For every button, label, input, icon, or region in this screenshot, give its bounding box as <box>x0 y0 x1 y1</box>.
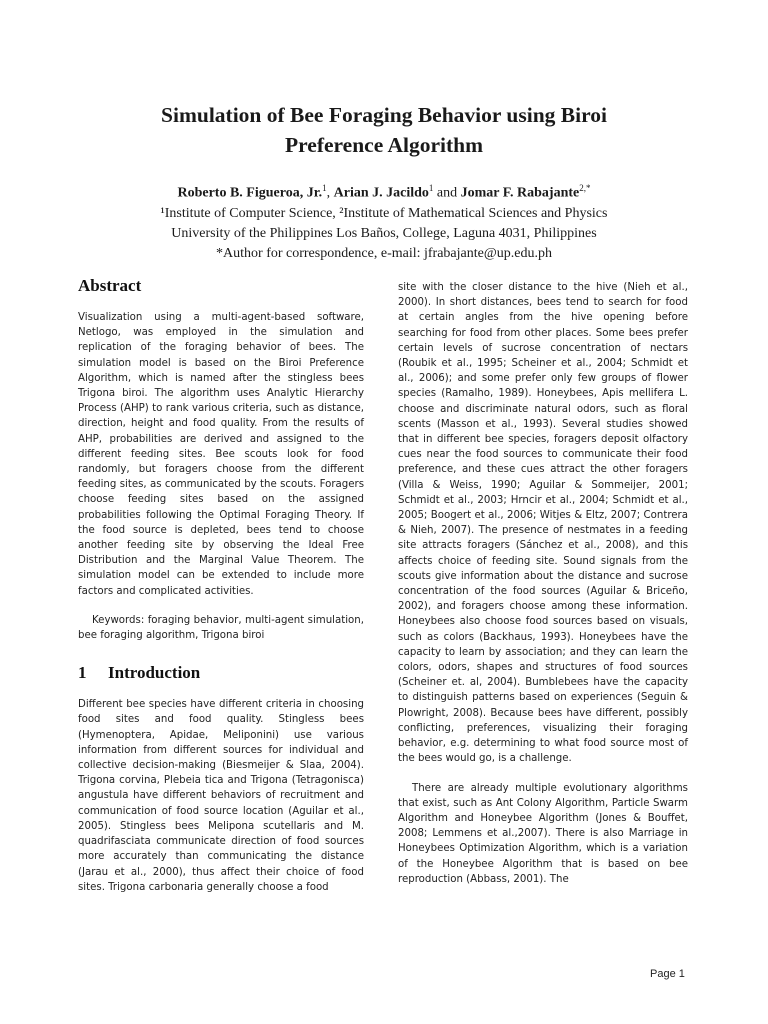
intro-heading <box>78 663 364 683</box>
author-sep: , <box>326 185 334 201</box>
author-1: Roberto B. Figueroa, Jr. <box>177 185 323 201</box>
right-paragraph-2: There are already multiple evolutionary algorithms that exist, such as Ant Colony Algorithm, Particle Swarm Algorithm and Honeybee Algorithm (Jones & Bouffet, 2008; Lemmens et al.,2007). There is also Marriage in Honeybees Optimization Algorithm, which is a variation of the Honeybee Algorithm that is based on bee reproduction (Abbass, 2001). The <box>398 782 688 885</box>
author-block <box>0 178 768 264</box>
intro-paragraph-1: Different bee species have different criteria in choosing food sites and food quality. Stingless bees (Hymenoptera, Apidae, Meliponini) use various information from different sources for individual and collective decision-making (Biesmeijer & Slaa, 2004). Trigona corvina, Plebeia tica and Trigona (Tetragonisca) angustula have different behaviors of recruitment and communication of food source location (Aguilar et al., 2005). Stingless bees Melipona scutellaris and M. quadrifasciata communicate direction of food sources more accurately than communicating the distance (Jarau et al., 2000), thus affect their choice of food sites. Trigona carbonaria generally choose a food <box>78 699 364 893</box>
page-number: Page 1 <box>650 968 685 980</box>
title-line-1: Simulation of Bee Foraging Behavior using Biroi <box>161 103 607 127</box>
author-list <box>0 178 768 204</box>
author-and: and <box>433 185 461 201</box>
author-1-sup: 1 <box>322 183 327 193</box>
intro-section-title: Introduction <box>108 663 201 683</box>
abstract-text: Visualization using a multi-agent-based software, Netlogo, was employed in the simulation and replication of the foraging behavior of bees. The simulation model is based on the Biroi Preference Algorithm, which is named after the stingless bees Trigona biroi. The algorithm uses Analytic Hierarchy Process (AHP) to rank various criteria, such as distance, direction, height and food quality. From the results of AHP, probabilities are derived and assigned to the different feeding sites. Bee scouts look for food randomly, but foragers choose from the different feeding sites, as communicated by the scouts. Foragers choose feeding sites based on the assigned probabilities following the Optimal Foraging Theory. If the food source is depleted, bees tend to choose another feeding site by observing the Ideal Free Distribution and the Marginal Value Theorem. The simulation model can be extended to include more factors and complicated activities. <box>78 312 364 597</box>
author-2: Arian J. Jacildo <box>333 185 429 201</box>
affiliation-1: ¹Institute of Computer Science, ²Institute of Mathematical Sciences and Physics <box>160 205 608 221</box>
intro-section-number: 1 <box>78 663 87 683</box>
right-column <box>398 280 688 887</box>
author-3: Jomar F. Rabajante <box>460 185 580 201</box>
abstract-heading: Abstract <box>78 276 142 295</box>
left-column <box>78 276 364 895</box>
author-3-sup: 2,* <box>579 183 591 193</box>
paper-title <box>0 100 768 160</box>
keywords: Keywords: foraging behavior, multi-agent simulation, bee foraging algorithm, Trigona biroi <box>78 614 364 642</box>
affiliation-2: University of the Philippines Los Baños, College, Laguna 4031, Philippines <box>171 225 597 241</box>
title-line-2: Preference Algorithm <box>284 133 483 157</box>
author-2-sup: 1 <box>428 183 434 193</box>
correspondence: *Author for correspondence, e-mail: jfrabajante@up.edu.ph <box>216 245 552 261</box>
right-paragraph-1: site with the closer distance to the hive (Nieh et al., 2000). In short distances, bees tend to search for food at certain angles from the hive opening before searching for food from other places. Some bees prefer certain levels of sucrose concentration of nectars (Roubik et al., 1995; Scheiner et al., 2004; Schmidt et al., 2006); and some prefer only few groups of flower species (Ramalho, 1989). Honeybees, Apis mellifera L. choose and discriminate natural odors, such as floral scents (Masson et al., 1993). Several studies showed that in different bee species, foragers deposit olfactory cues near the food sources to communicate their food preference, and these cues attract the other foragers (Villa & Weiss, 1990; Aguilar & Sommeijer, 2001; Schmidt et al., 2003; Hrncir et al., 2004; Schmidt et al., 2005; Boogert et al., 2006; Witjes & Eltz, 2007; Contrera & Nieh, 2007). The presence of nestmates in a feeding site attracts foragers (Sánchez et al., 2008), and this affects choice of feeding site. Sound signals from the scouts give information about the distance and sucrose concentration of the food sources (Aguilar & Briceño, 2002), and foragers choose among these information. Honeybees also choose food sources based on visuals, such as colors (Backhaus, 1993). Honeybees have the capacity to learn by association; and they can learn the colors, odors, shapes and structures of food sources (Scheiner et. al, 2004). Bumblebees have the capacity to distinguish patterns based on experiences (Seguin & Plowright, 2008). Because bees have different, possibly conflicting, preferences, visualizing their foraging behavior, e.g. determining to what food source most of the bees would go, is a challenge. <box>398 282 688 765</box>
